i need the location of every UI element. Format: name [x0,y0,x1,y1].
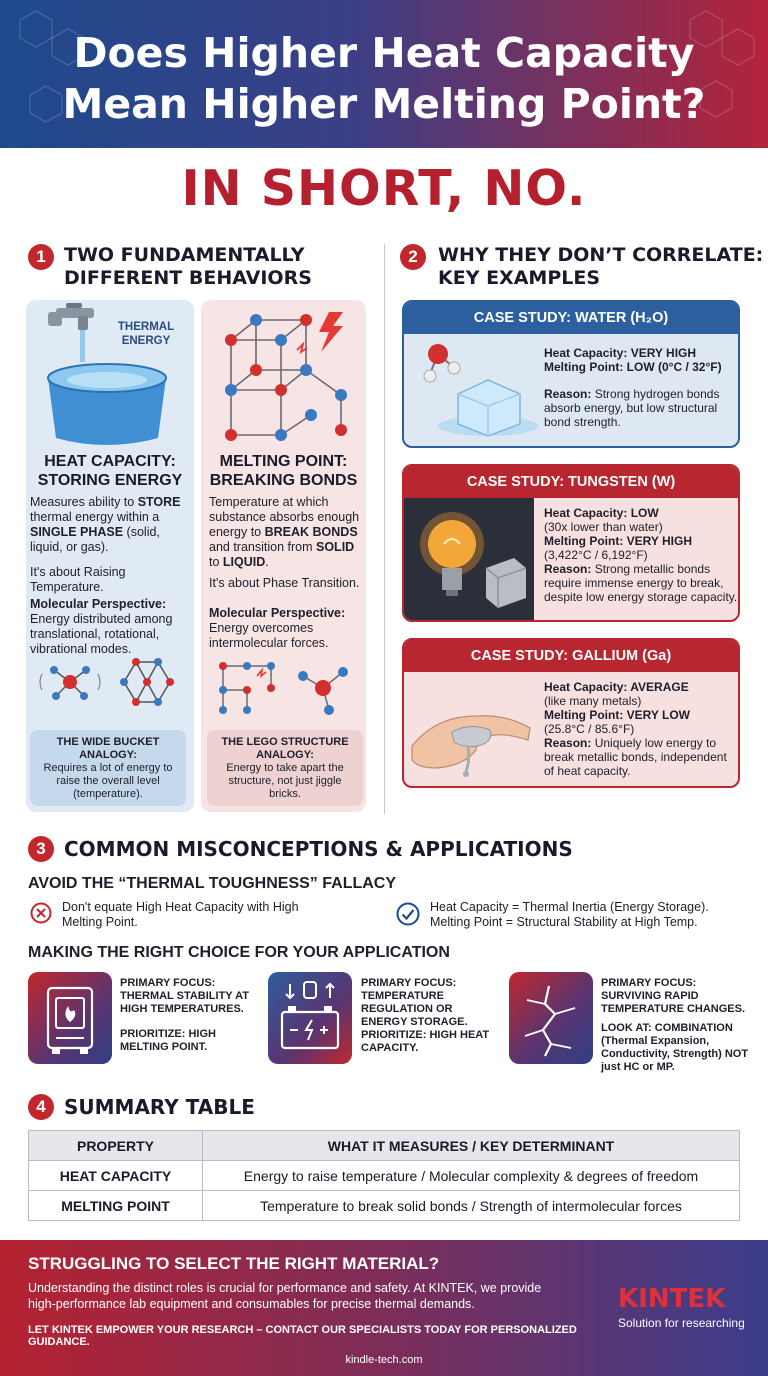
water-reason: Strong hydrogen bonds absorb energy, but low structural bond strength. [544,387,720,429]
heat-capacity-title-line-1: HEAT CAPACITY: [44,453,176,470]
tungsten-heat-capacity: Heat Capacity: LOW [544,506,659,520]
bucket-analogy-title: THE WIDE BUCKET ANALOGY: [56,736,160,761]
desc-emphasis: STORE [137,495,181,509]
x-circle-icon [30,902,52,924]
choice-title: MAKING THE RIGHT CHOICE FOR YOUR APPLICATION [28,944,450,961]
section-3-number: 3 [28,836,54,862]
thermal-energy-label [106,320,186,348]
melt-molecular-perspective [209,606,363,651]
app-3-focus: PRIMARY FOCUS: SURVIVING RAPID TEMPERATURE CHANGES. [601,977,746,1015]
melting-point-title-line-2: BREAKING BONDS [209,472,358,489]
furnace-tile [28,972,112,1064]
short-answer: IN SHORT, NO. [181,160,587,217]
section-2-title-line-2: KEY EXAMPLES [438,267,601,289]
column-divider [384,244,385,814]
app-2-action: PRIORITIZE: HIGH HEAT CAPACITY. [361,1029,490,1054]
heat-capacity-description [30,495,190,555]
do-line-2: Melting Point = Structural Stability at High Temp. [430,915,698,929]
app-3-action: LOOK AT: COMBINATION (Thermal Expansion, Conductivity, Strength) NOT just HC or MP. [601,1022,749,1073]
section-3-title: COMMON MISCONCEPTIONS & APPLICATIONS [64,837,573,861]
header-banner [0,0,768,148]
table-header-row [29,1131,740,1161]
section-1-number: 1 [28,244,54,270]
breaking-bonds-icon [211,658,361,718]
water-reason-label: Reason: [544,387,592,401]
fallacy-dont-text: Don't equate High Heat Capacity with High Melting Point. [62,900,299,929]
thermal-label-line-2: ENERGY [121,335,171,347]
ice-cube-icon [408,338,540,442]
heat-molecular-perspective [30,597,190,657]
heat-capacity-about: It's about Raising Temperature. [30,565,126,594]
furnace-icon [28,972,112,1064]
desc-text: and transition from [209,540,316,554]
lego-analogy-title: THE LEGO STRUCTURE ANALOGY: [221,736,349,761]
gallium-reason-label: Reason: [544,736,592,750]
mol-label: Molecular Perspective: [209,606,346,620]
cracked-surface-icon [509,972,593,1064]
section-2-title-line-1: WHY THEY DON’T CORRELATE: [438,244,764,266]
melting-point-panel [201,300,366,812]
desc-emphasis: LIQUID [222,555,266,569]
lego-analogy-box [207,730,363,806]
thermal-label-line-1: THERMAL [117,321,175,333]
app-3-text [601,977,751,1074]
footer-banner [0,1240,768,1376]
section-1-title-line-2: DIFFERENT BEHAVIORS [64,267,312,289]
footer-title: STRUGGLING TO SELECT THE RIGHT MATERIAL? [28,1254,440,1273]
mol-text: Energy overcomes intermolecular forces. [209,621,329,650]
melting-point-about: It's about Phase Transition. [209,576,360,590]
summary-table [28,1130,740,1221]
melting-point-description [209,495,363,570]
table-header-cell: WHAT IT MEASURES / KEY DETERMINANT [203,1131,740,1161]
table-row [29,1191,740,1221]
fallacy-title: AVOID THE “THERMAL TOUGHNESS” FALLACY [28,875,397,892]
footer-url[interactable]: kindle-tech.com [345,1354,423,1366]
gallium-reason: Uniquely low energy to break metallic bonds, independent of heat capacity. [544,736,727,778]
crystal-lattice-icon [201,300,366,450]
hand-melting-gallium-icon [406,676,538,786]
gallium-melting-point: Melting Point: VERY LOW [544,708,690,722]
desc-text: to [209,555,223,569]
case-tungsten-bar: CASE STUDY: TUNGSTEN (W) [404,466,738,498]
kintek-tagline: Solution for researching [618,1316,745,1330]
section-4-title: SUMMARY TABLE [64,1095,255,1119]
footer-text [28,1280,588,1312]
desc-text: . [265,555,269,569]
title-line-1: Does Higher Heat Capacity [73,29,695,77]
case-study-water [402,300,740,448]
mol-label: Molecular Perspective: [30,597,167,611]
gallium-heat-capacity: Heat Capacity: AVERAGE [544,680,689,694]
desc-text: thermal energy within a [30,510,160,524]
title-line-2: Mean Higher Melting Point? [62,80,706,128]
desc-emphasis: BREAK BONDS [264,525,358,539]
app-1-text [120,977,256,1054]
water-heat-capacity: Heat Capacity: VERY HIGH [544,346,697,360]
desc-emphasis: SINGLE PHASE [30,525,124,539]
app-1-action: PRIORITIZE: HIGH MELTING POINT. [120,1028,216,1053]
table-row [29,1161,740,1191]
heat-capacity-title-line-2: STORING ENERGY [37,472,183,489]
tungsten-reason-label: Reason: [544,562,592,576]
desc-text: (solid, liquid, or gas). [30,525,160,554]
gallium-mp-note: (25.8°C / 85.6°F) [544,722,635,736]
battery-tile [268,972,352,1064]
footer-cta: LET KINTEK EMPOWER YOUR RESEARCH – CONTACT OUR SPECIALISTS TODAY FOR PERSONALIZED GUIDANCE. [28,1324,577,1348]
case-study-gallium [402,638,740,788]
table-cell: HEAT CAPACITY [29,1161,203,1191]
tungsten-reason: Strong metallic bonds require immense energy to break, despite low energy storage capacity. [544,562,738,604]
desc-emphasis: SOLID [316,540,355,554]
crack-tile [509,972,593,1064]
mol-text: Energy distributed among translational, rotational, vibrational modes. [30,612,173,656]
footer-text-line-2: high-performance lab equipment and consumables for precise thermal demands. [28,1297,475,1311]
bucket-analogy-text: Requires a lot of energy to raise the overall level (temperature). [43,762,173,800]
case-gallium-text [544,680,740,778]
section-2-number: 2 [400,244,426,270]
do-line-1: Heat Capacity = Thermal Inertia (Energy Storage). [430,900,709,914]
case-study-tungsten [402,464,740,622]
vibrating-molecules-icon [36,652,186,712]
desc-text: Temperature at which substance absorbs enough energy to [209,495,360,539]
water-melting-point: Melting Point: LOW (0°C / 32°F) [544,360,722,374]
case-water-text [544,346,738,429]
section-1-title-line-1: TWO FUNDAMENTALLY [64,244,305,266]
melting-point-title-line-1: MELTING POINT: [219,453,348,470]
gallium-hc-note: (like many metals) [544,694,642,708]
tungsten-hc-note: (30x lower than water) [544,520,663,534]
heat-capacity-panel [26,300,194,812]
app-2-text [361,977,501,1055]
light-bulb-icon [404,498,534,622]
bulb-scene [404,498,534,622]
section-4-number: 4 [28,1094,54,1120]
battery-icon [268,972,352,1064]
app-1-focus: PRIMARY FOCUS: THERMAL STABILITY AT HIGH TEMPERATURES. [120,977,249,1015]
case-tungsten-text [544,506,740,604]
check-circle-icon [396,902,420,926]
bucket-analogy-box [30,730,186,806]
footer-text-line-1: Understanding the distinct roles is crucial for performance and safety. At KINTEK, we provide [28,1281,542,1295]
tungsten-melting-point: Melting Point: VERY HIGH [544,534,693,548]
tungsten-mp-note: (3,422°C / 6,192°F) [544,548,648,562]
kintek-logo: KINTEK [618,1284,726,1314]
table-cell: Energy to raise temperature / Molecular complexity & degrees of freedom [203,1161,740,1191]
case-water-bar: CASE STUDY: WATER (H₂O) [404,302,738,334]
fallacy-do-text [430,900,760,930]
app-2-focus: PRIMARY FOCUS: TEMPERATURE REGULATION OR ENERGY STORAGE. [361,977,468,1028]
desc-text: Measures ability to [30,495,138,509]
table-header-cell: PROPERTY [29,1131,203,1161]
table-cell: MELTING POINT [29,1191,203,1221]
lego-analogy-text: Energy to take apart the structure, not just jiggle bricks. [226,762,344,800]
case-gallium-bar: CASE STUDY: GALLIUM (Ga) [404,640,738,672]
table-cell: Temperature to break solid bonds / Strength of intermolecular forces [203,1191,740,1221]
